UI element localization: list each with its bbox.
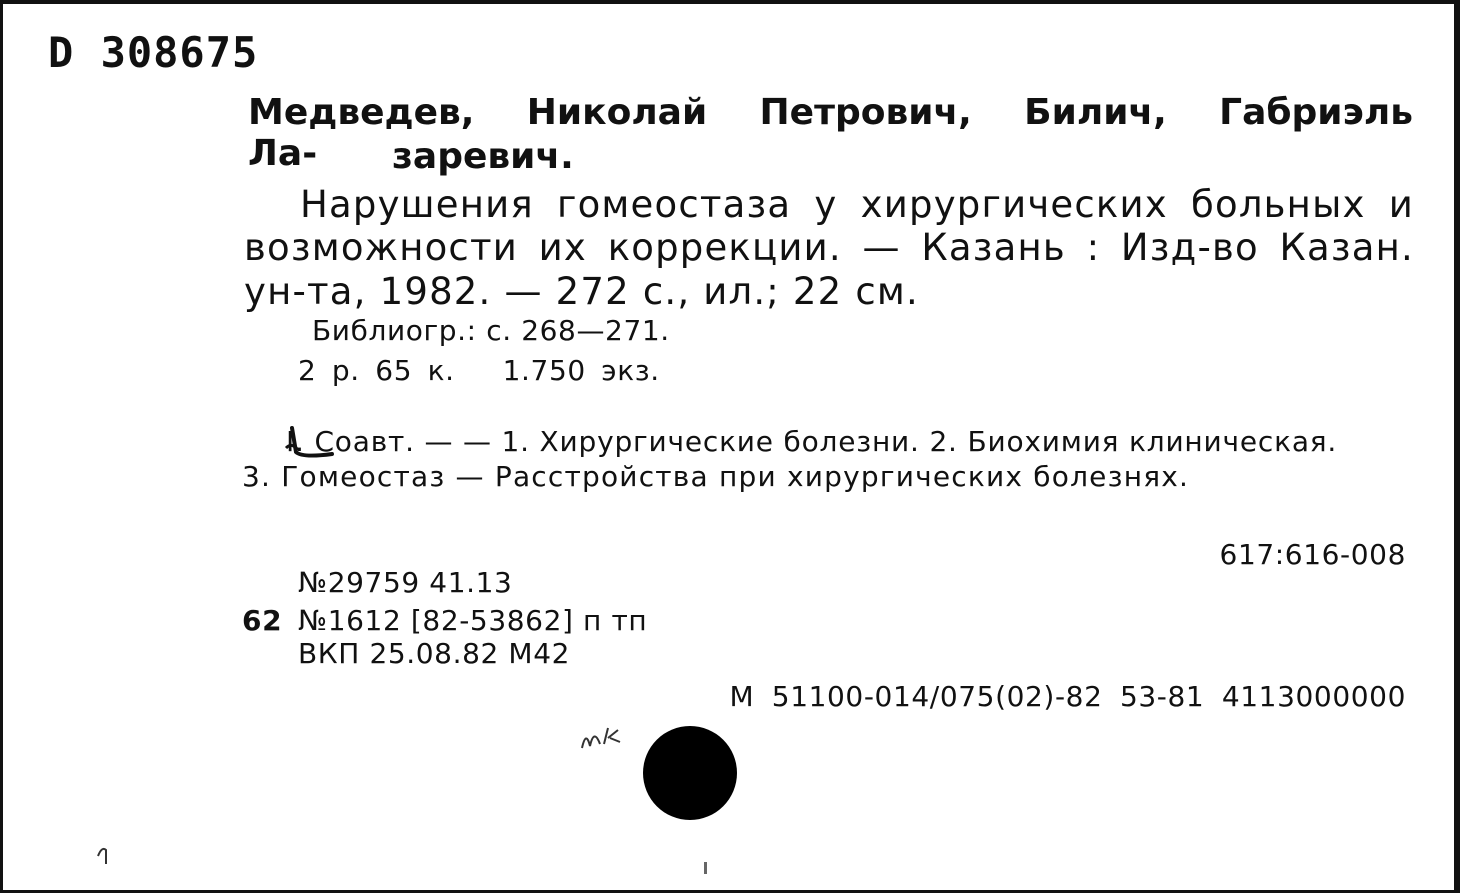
handwritten-underline-mark	[282, 422, 342, 462]
ink-speck	[96, 842, 112, 868]
title-line-1: Нарушения гомеостаза у хирургических больных и	[300, 183, 1414, 226]
card-edge-left	[0, 0, 3, 893]
author-line-2: заревич.	[392, 136, 574, 177]
catalog-number-1: №29759 41.13	[298, 566, 513, 599]
copies: 1.750 экз.	[502, 354, 660, 387]
author-line-1: Медведев, Николай Петрович, Билич, Габриэль Ла-	[248, 92, 1413, 174]
price-copies-line	[298, 354, 660, 387]
call-number: D 308675	[48, 28, 259, 77]
tracings-line-2: 3. Гомеостаз — Расстройства при хирургических болезнях.	[242, 460, 1190, 493]
bibliography-note: Библиогр.: с. 268—271.	[312, 314, 670, 347]
punched-hole-dot	[643, 726, 737, 820]
card-edge-right	[1454, 0, 1460, 893]
ink-tick	[704, 862, 707, 874]
tracings-line-1: I. Соавт. — — 1. Хирургические болезни. 2. Биохимия клиническая.	[286, 425, 1338, 458]
catalog-number-2-prefix: 62	[242, 604, 283, 637]
card-edge-top	[0, 0, 1460, 4]
classification-codes: М 51100-014/075(02)-82 53-81 4113000000	[729, 680, 1406, 713]
title-line-2: возможности их коррекции. — Казань : Изд-во Казан.	[244, 226, 1414, 269]
price: 2 р. 65 к.	[298, 354, 455, 387]
udc-code: 617:616-008	[1219, 538, 1406, 571]
catalog-number-3: ВКП 25.08.82 М42	[298, 637, 571, 670]
catalog-number-2: №1612 [82-53862] п тп	[298, 604, 648, 637]
handwritten-initials	[578, 720, 642, 756]
title-line-3: ун-та, 1982. — 272 с., ил.; 22 см.	[244, 270, 919, 313]
